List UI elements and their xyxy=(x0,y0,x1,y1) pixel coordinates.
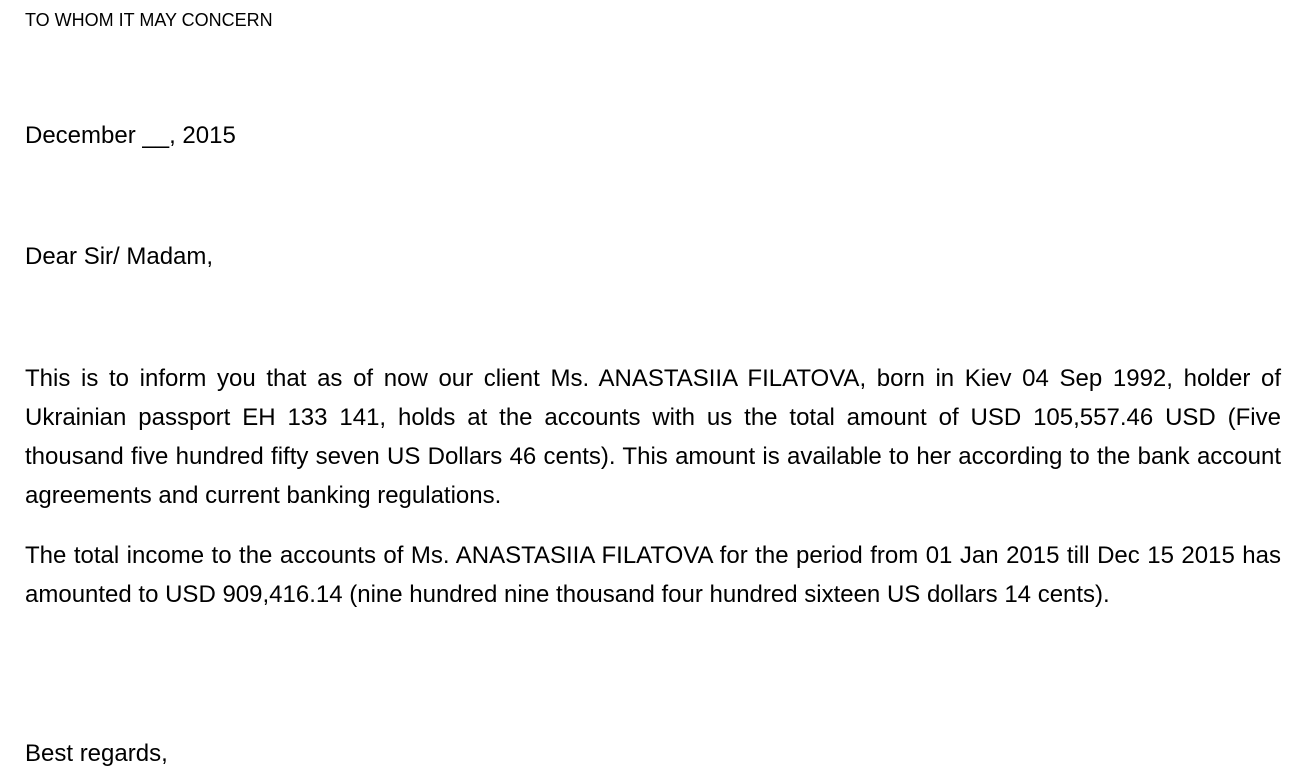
letter-heading: TO WHOM IT MAY CONCERN xyxy=(25,10,273,30)
letter-paragraph-income: The total income to the accounts of Ms. ANASTASIIA FILATOVA for the period from 01 Jan 2015 till Dec 15 2015 has amounted to USD 909,416.14 (nine hundred nine thousand four hundred sixteen US dollars 14 cents). xyxy=(25,542,1281,608)
letter-date: December __, 2015 xyxy=(25,122,236,149)
letter-paragraph-balance: This is to inform you that as of now our client Ms. ANASTASIIA FILATOVA, born in Kiev 04 Sep 1992, holder of Ukrainian passport EH 133 141, holds at the accounts with us the total amount of USD 105,557.46 USD (Five thousand five hundred fifty seven US Dollars 46 cents). This amount is available to her according to the bank account agreements and current banking regulations. xyxy=(25,365,1281,509)
letter-closing: Best regards, xyxy=(25,740,168,767)
letter-salutation: Dear Sir/ Madam, xyxy=(25,243,214,270)
